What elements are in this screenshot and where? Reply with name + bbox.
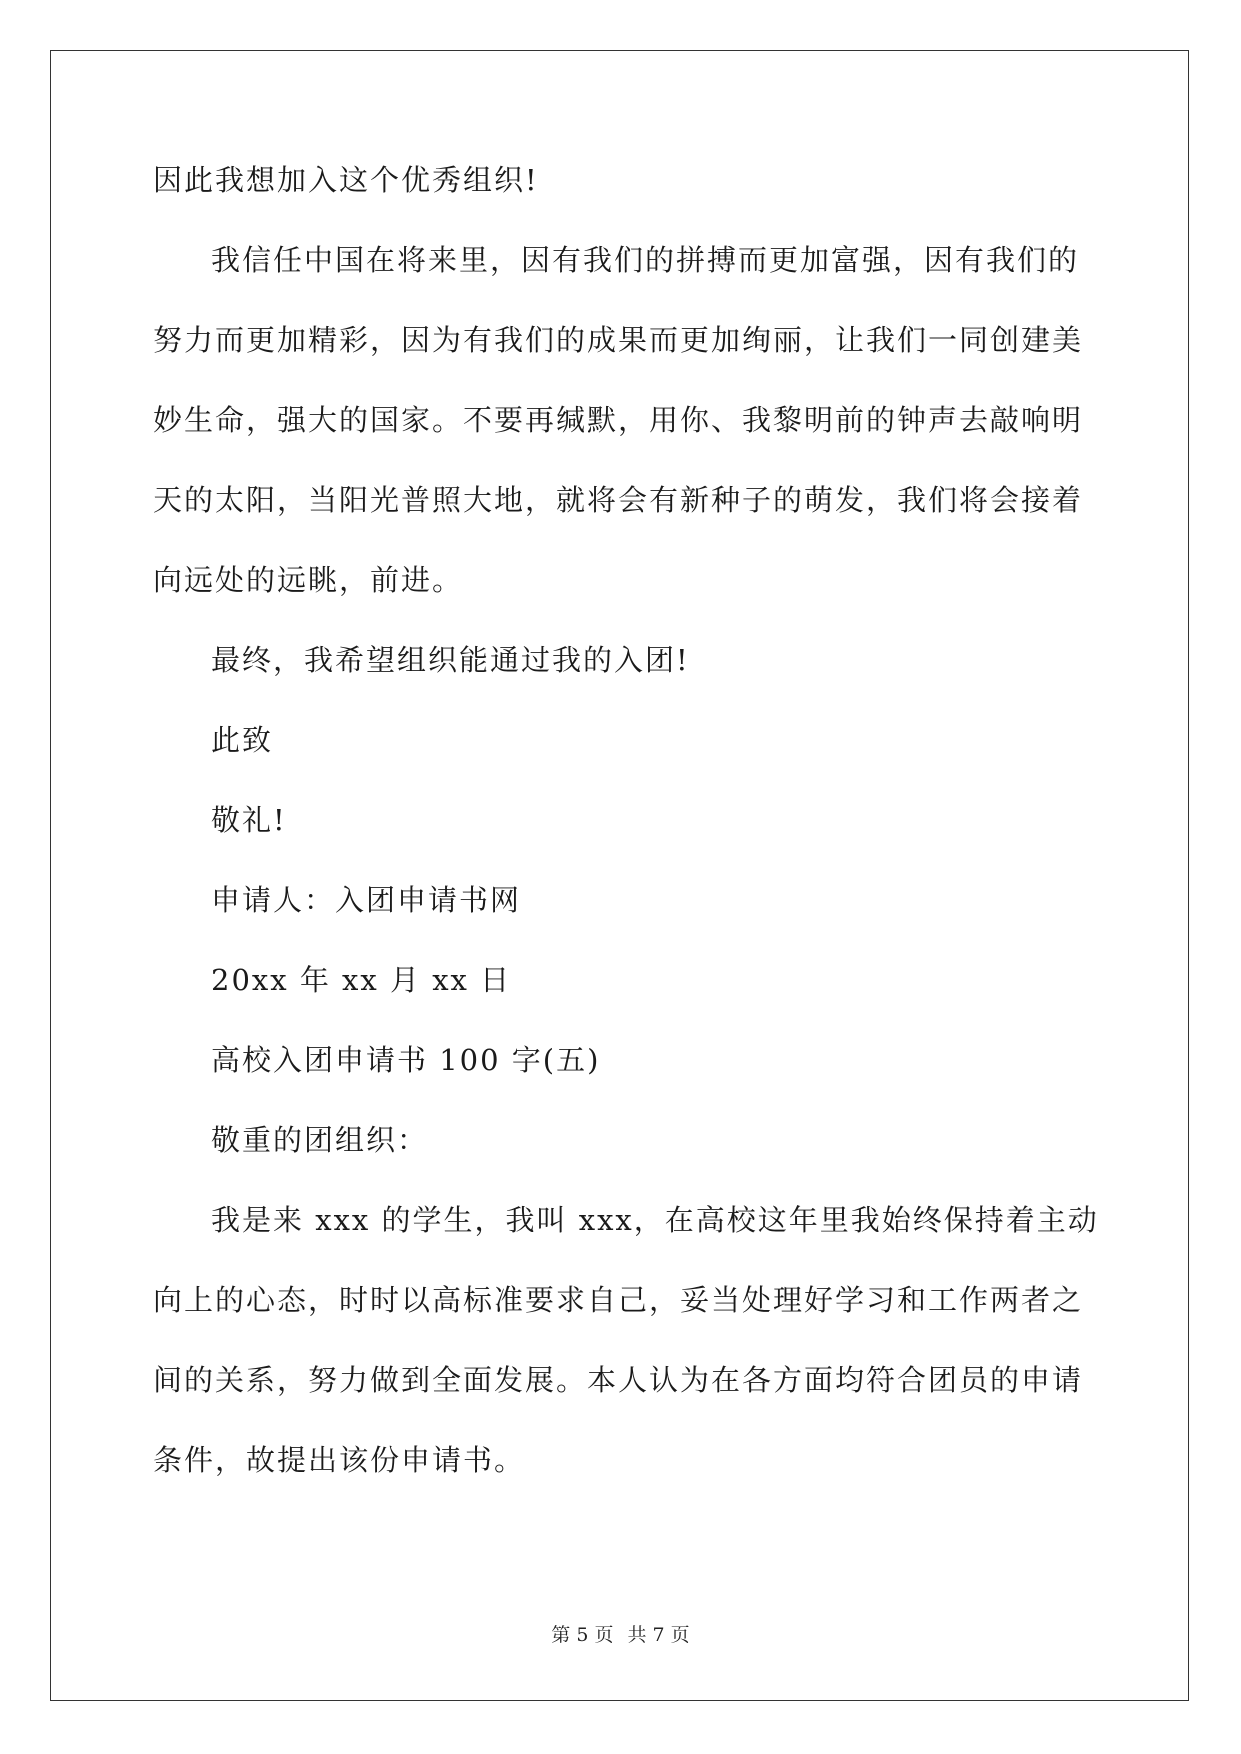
text-line: 因此我想加入这个优秀组织! xyxy=(153,163,539,197)
greeting-line: 敬重的团组织： xyxy=(211,1123,429,1157)
paragraph-line: 努力而更加精彩，因为有我们的成果而更加绚丽，让我们一同创建美 xyxy=(153,323,1084,357)
page-number: 第 5 页 xyxy=(551,1624,614,1646)
paragraph-line: 我是来 xxx 的学生，我叫 xxx，在高校这年里我始终保持着主动 xyxy=(211,1203,1099,1237)
date-line: 20xx 年 xx 月 xx 日 xyxy=(211,963,512,997)
paragraph-line: 向上的心态，时时以高标准要求自己，妥当处理好学习和工作两者之 xyxy=(153,1283,1084,1317)
paragraph-line: 天的太阳，当阳光普照大地，就将会有新种子的萌发，我们将会接着 xyxy=(153,483,1084,517)
paragraph-line: 向远处的远眺，前进。 xyxy=(153,563,464,597)
paragraph-line: 条件，故提出该份申请书。 xyxy=(153,1443,526,1477)
paragraph-line: 妙生命，强大的国家。不要再缄默，用你、我黎明前的钟声去敲响明 xyxy=(153,403,1084,437)
paragraph-line: 我信任中国在将来里，因有我们的拼搏而更加富强，因有我们的 xyxy=(211,243,1080,277)
page-total: 共 7 页 xyxy=(627,1624,690,1646)
salutation-line: 此致 xyxy=(211,723,274,757)
paragraph-line: 间的关系，努力做到全面发展。本人认为在各方面均符合团员的申请 xyxy=(153,1363,1084,1397)
closing-line: 最终，我希望组织能通过我的入团! xyxy=(211,643,690,677)
page-footer xyxy=(0,1622,1241,1648)
section-heading: 高校入团申请书 100 字(五) xyxy=(211,1043,601,1077)
salutation-line: 敬礼! xyxy=(211,803,287,837)
applicant-line: 申请人：入团申请书网 xyxy=(211,883,522,917)
